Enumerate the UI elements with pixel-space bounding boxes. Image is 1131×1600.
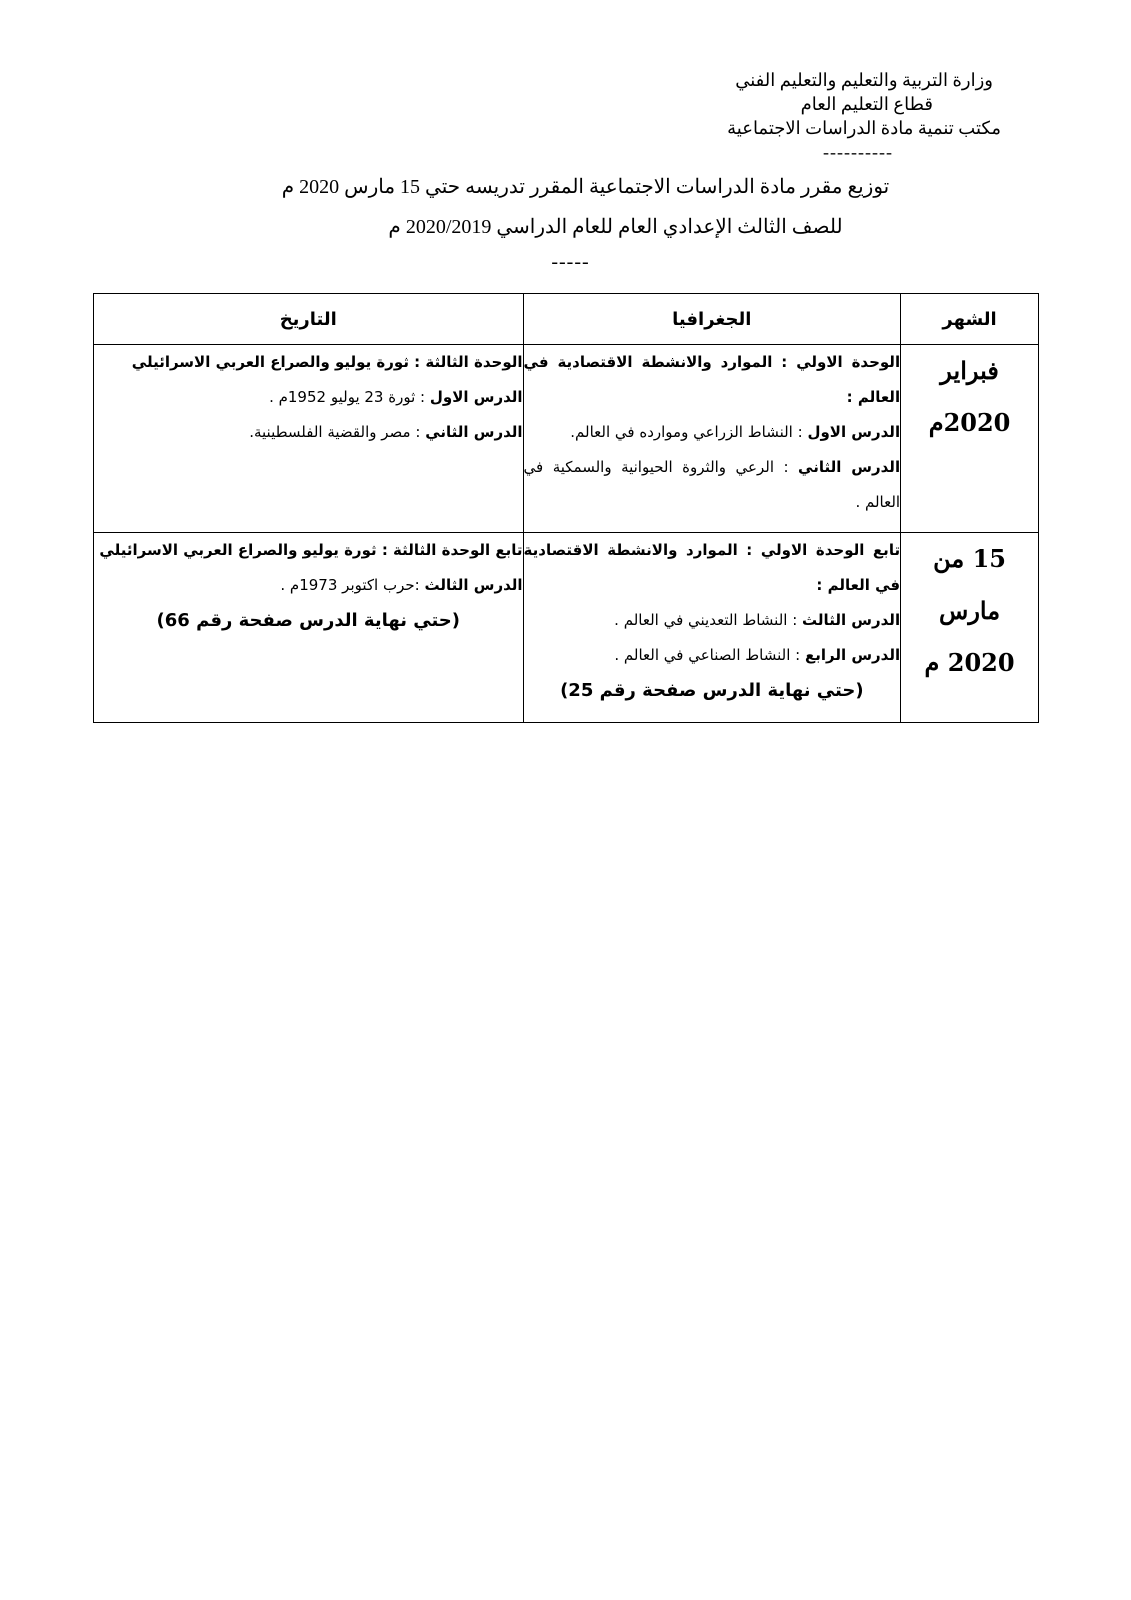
document-subtitle: للصف الثالث الإعدادي العام للعام الدراسي 2020/2019 م [388, 216, 843, 238]
title-separator: ----- [551, 251, 590, 273]
lesson-label: الدرس الثالث [802, 611, 901, 629]
header-month: الشهر [901, 294, 1039, 345]
month-cell [901, 345, 1039, 533]
month-day: 15 من [933, 544, 1006, 573]
history-lesson-2 [94, 415, 523, 450]
unit-label: الوحدة الثالثة [425, 353, 523, 371]
lesson-title: : النشاط الزراعي وموارده في العالم. [570, 423, 808, 441]
geography-cell [523, 345, 901, 533]
month-name: فبراير [940, 356, 999, 385]
lesson-label: الدرس الاول [429, 388, 523, 406]
geography-cell [523, 533, 901, 723]
geography-lesson-1 [524, 415, 901, 450]
lesson-label: الدرس الثاني [425, 423, 523, 441]
table-row [94, 345, 1039, 533]
lesson-title: : مصر والقضية الفلسطينية. [249, 423, 426, 441]
lesson-title: : النشاط الصناعي في العالم . [614, 646, 805, 664]
lesson-title: : النشاط التعديني في العالم . [614, 611, 803, 629]
table-row [94, 533, 1039, 723]
lesson-label: الدرس الرابع [804, 646, 901, 664]
history-lesson-3 [94, 568, 523, 603]
geography-lesson-2 [524, 450, 901, 520]
ministry-name: وزارة التربية والتعليم والتعليم الفني [735, 70, 993, 90]
document-title: توزيع مقرر مادة الدراسات الاجتماعية المقرر تدريسه حتي 15 مارس 2020 م [281, 176, 890, 198]
month-name: مارس [939, 596, 1001, 625]
letterhead [601, 68, 1001, 164]
header-geography: الجغرافيا [523, 294, 901, 345]
document-titles [0, 172, 1131, 276]
history-unit: تابع الوحدة الثالثة : ثورة يوليو والصراع العربي الاسرائيلي [99, 541, 523, 559]
month-year: 2020م [928, 408, 1011, 437]
month-cell [901, 533, 1039, 723]
lesson-label: الدرس الثاني [798, 458, 901, 476]
month-year: 2020 م [924, 648, 1015, 677]
table-header-row [94, 294, 1039, 345]
geography-lesson-3 [524, 603, 901, 638]
header-history: التاريخ [94, 294, 524, 345]
history-lesson-1 [94, 380, 523, 415]
unit-title: : ثورة يوليو والصراع العربي الاسرائيلي [131, 353, 426, 371]
history-cell [94, 345, 524, 533]
curriculum-table [93, 293, 1039, 723]
page-limit-note: (حتي نهاية الدرس صفحة رقم 66) [156, 610, 461, 631]
geography-unit [524, 345, 901, 415]
history-unit [94, 345, 523, 380]
lesson-label: الدرس الثالث [424, 576, 523, 594]
geography-lesson-4 [524, 638, 901, 673]
lesson-label: الدرس الاول [807, 423, 901, 441]
office-name: مكتب تنمية مادة الدراسات الاجتماعية [727, 118, 1001, 138]
sector-name: قطاع التعليم العام [800, 94, 933, 114]
page-limit-note: (حتي نهاية الدرس صفحة رقم 25) [560, 680, 864, 701]
lesson-title: :حرب اكتوبر 1973م . [280, 576, 425, 594]
history-cell [94, 533, 524, 723]
lesson-title: : الرعي والثروة الحيوانية والسمكية في العالم . [523, 458, 901, 511]
geography-unit: تابع الوحدة الاولي : الموارد والانشطة الاقتصادية في العالم : [523, 541, 901, 594]
unit-label: الوحدة الاولي [796, 353, 901, 371]
lesson-title: : ثورة 23 يوليو 1952م . [269, 388, 430, 406]
unit-title: : الموارد والانشطة الاقتصادية في العالم : [523, 353, 901, 406]
header-separator: ---------- [823, 142, 893, 162]
